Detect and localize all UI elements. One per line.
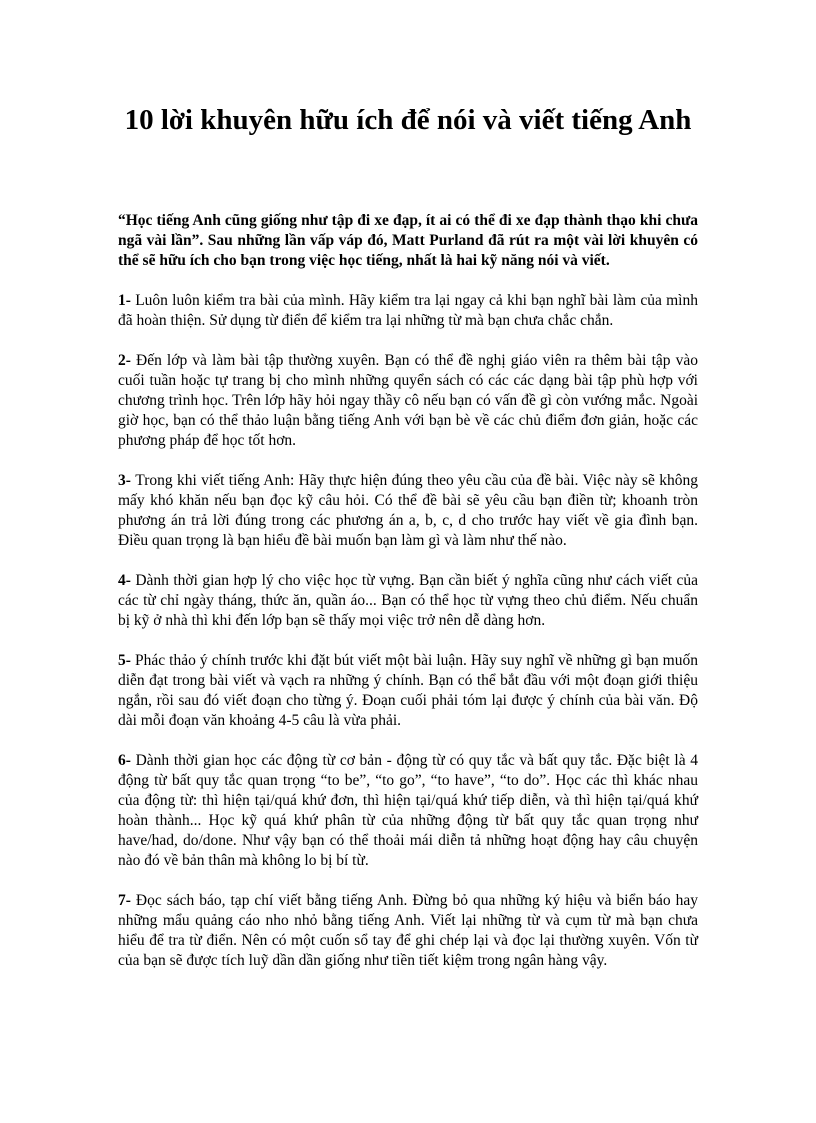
tip-number: 7 xyxy=(118,892,126,909)
tip-number: 1 xyxy=(118,292,126,309)
tip-paragraph: 2- Đến lớp và làm bài tập thường xuyên. Bạn có thể đề nghị giáo viên ra thêm bài tập vào cuối tuần hoặc tự trang bị cho mình những quyển sách có các các dạng bài tập phù hợp với chương trình học. Trên lớp hãy hỏi ngay thầy cô nếu bạn có vấn đề gì còn vướng mắc. Ngoài giờ học, bạn có thể thảo luận bằng tiếng Anh với bạn bè về các chủ điểm đơn giản, hoặc các phương pháp để học tốt hơn. xyxy=(118,352,698,449)
tip-number: 5 xyxy=(118,652,126,669)
tip-text: Luôn luôn kiểm tra bài của mình. Hãy kiểm tra lại ngay cả khi bạn nghĩ bài làm của mình đã hoàn thiện. Sử dụng từ điển để kiểm tra lại những từ mà bạn chưa chắc chắn. xyxy=(118,292,698,329)
document-title: 10 lời khuyên hữu ích để nói và viết tiếng Anh xyxy=(124,104,692,136)
tip-number: 3 xyxy=(118,472,126,489)
tip-paragraph: 6- Dành thời gian học các động từ cơ bản - động từ có quy tắc và bất quy tắc. Đặc biệt là 4 động từ bất quy tắc quan trọng “to be”, “to go”, “to have”, “to do”. Học các thì khác nhau của động từ: thì hiện tại/quá khứ đơn, thì hiện tại/quá khứ tiếp diễn, và thì hiện tại/quá khứ hoàn thành... Học kỹ quá khứ phân từ của những động từ bất quy tắc quan trọng như have/had, do/done. Như vậy bạn có thể thoải mái diễn tả những hoạt động hay câu chuyện nào đó về bản thân mà không lo bị bí từ. xyxy=(118,752,699,869)
tip-text: Trong khi viết tiếng Anh: Hãy thực hiện đúng theo yêu cầu của đề bài. Việc này sẽ không mấy khó khăn nếu bạn đọc kỹ câu hỏi. Có thể đề bài sẽ yêu cầu bạn điền từ; khoanh tròn phương án trả lời đúng trong các phương án a, b, c, d cho trước hay viết về gia đình bạn. Điều quan trọng là bạn hiểu đề bài muốn bạn làm gì và làm như thế nào. xyxy=(118,472,698,549)
tip-text: Dành thời gian học các động từ cơ bản - động từ có quy tắc và bất quy tắc. Đặc biệt là 4 động từ bất quy tắc quan trọng “to be”, “to go”, “to have”, “to do”. Học các thì khác nhau của động từ: thì hiện tại/quá khứ đơn, thì hiện tại/quá khứ tiếp diễn, và thì hiện tại/quá khứ hoàn thành... Học kỹ quá khứ phân từ của những động từ bất quy tắc quan trọng như have/had, do/done. Như vậy bạn có thể thoải mái diễn tả những hoạt động hay câu chuyện nào đó về bản thân mà không lo bị bí từ. xyxy=(118,752,699,869)
tip-text: Đọc sách báo, tạp chí viết bằng tiếng Anh. Đừng bỏ qua những ký hiệu và biển báo hay những mẩu quảng cáo nho nhỏ bằng tiếng Anh. Viết lại những từ và cụm từ mà bạn chưa hiểu để tra từ điển. Nên có một cuốn sổ tay để ghi chép lại và đọc lại thường xuyên. Vốn từ của bạn sẽ được tích luỹ dần dần giống như tiền tiết kiệm trong ngân hàng vậy. xyxy=(118,892,698,969)
document-body xyxy=(118,211,698,991)
tip-paragraph: 7- Đọc sách báo, tạp chí viết bằng tiếng Anh. Đừng bỏ qua những ký hiệu và biển báo hay những mẩu quảng cáo nho nhỏ bằng tiếng Anh. Viết lại những từ và cụm từ mà bạn chưa hiểu để tra từ điển. Nên có một cuốn sổ tay để ghi chép lại và đọc lại thường xuyên. Vốn từ của bạn sẽ được tích luỹ dần dần giống như tiền tiết kiệm trong ngân hàng vậy. xyxy=(118,892,698,969)
tip-paragraph: 3- Trong khi viết tiếng Anh: Hãy thực hiện đúng theo yêu cầu của đề bài. Việc này sẽ không mấy khó khăn nếu bạn đọc kỹ câu hỏi. Có thể đề bài sẽ yêu cầu bạn điền từ; khoanh tròn phương án trả lời đúng trong các phương án a, b, c, d cho trước hay viết về gia đình bạn. Điều quan trọng là bạn hiểu đề bài muốn bạn làm gì và làm như thế nào. xyxy=(118,472,698,549)
tip-number: 6 xyxy=(118,752,126,769)
tip-number: 2 xyxy=(118,352,126,369)
intro-paragraph: “Học tiếng Anh cũng giống như tập đi xe đạp, ít ai có thể đi xe đạp thành thạo khi chưa ngã vài lần”. Sau những lần vấp váp đó, Matt Purland đã rút ra một vài lời khuyên có thể sẽ hữu ích cho bạn trong việc học tiếng, nhất là hai kỹ năng nói và viết. xyxy=(118,212,698,269)
tip-paragraph: 1- Luôn luôn kiểm tra bài của mình. Hãy kiểm tra lại ngay cả khi bạn nghĩ bài làm của mình đã hoàn thiện. Sử dụng từ điển để kiểm tra lại những từ mà bạn chưa chắc chắn. xyxy=(118,292,698,329)
tip-number: 4 xyxy=(118,572,126,589)
tip-text: Dành thời gian hợp lý cho việc học từ vựng. Bạn cần biết ý nghĩa cũng như cách viết của các từ chỉ ngày tháng, thức ăn, quần áo... Bạn có thể học từ vựng theo chủ điểm. Nếu chuẩn bị kỹ ở nhà thì khi đến lớp bạn sẽ thấy mọi việc trở nên dễ dàng hơn. xyxy=(118,572,698,629)
tip-text: Đến lớp và làm bài tập thường xuyên. Bạn có thể đề nghị giáo viên ra thêm bài tập vào cuối tuần hoặc tự trang bị cho mình những quyển sách có các các dạng bài tập phù hợp với chương trình học. Trên lớp hãy hỏi ngay thầy cô nếu bạn có vấn đề gì còn vướng mắc. Ngoài giờ học, bạn có thể thảo luận bằng tiếng Anh với bạn bè về các chủ điểm đơn giản, hoặc các phương pháp để học tốt hơn. xyxy=(118,352,698,449)
tip-paragraph: 4- Dành thời gian hợp lý cho việc học từ vựng. Bạn cần biết ý nghĩa cũng như cách viết của các từ chỉ ngày tháng, thức ăn, quần áo... Bạn có thể học từ vựng theo chủ điểm. Nếu chuẩn bị kỹ ở nhà thì khi đến lớp bạn sẽ thấy mọi việc trở nên dễ dàng hơn. xyxy=(118,572,698,629)
tip-text: Phác thảo ý chính trước khi đặt bút viết một bài luận. Hãy suy nghĩ về những gì bạn muốn diễn đạt trong bài viết và vạch ra những ý chính. Bạn có thể bắt đầu với một đoạn giới thiệu ngắn, rồi sau đó viết đoạn cho từng ý. Đoạn cuối phải tóm lại được ý chính của bài văn. Độ dài mỗi đoạn văn khoảng 4-5 câu là vừa phải. xyxy=(118,652,698,729)
tip-paragraph: 5- Phác thảo ý chính trước khi đặt bút viết một bài luận. Hãy suy nghĩ về những gì bạn muốn diễn đạt trong bài viết và vạch ra những ý chính. Bạn có thể bắt đầu với một đoạn giới thiệu ngắn, rồi sau đó viết đoạn cho từng ý. Đoạn cuối phải tóm lại được ý chính của bài văn. Độ dài mỗi đoạn văn khoảng 4-5 câu là vừa phải. xyxy=(118,652,698,729)
